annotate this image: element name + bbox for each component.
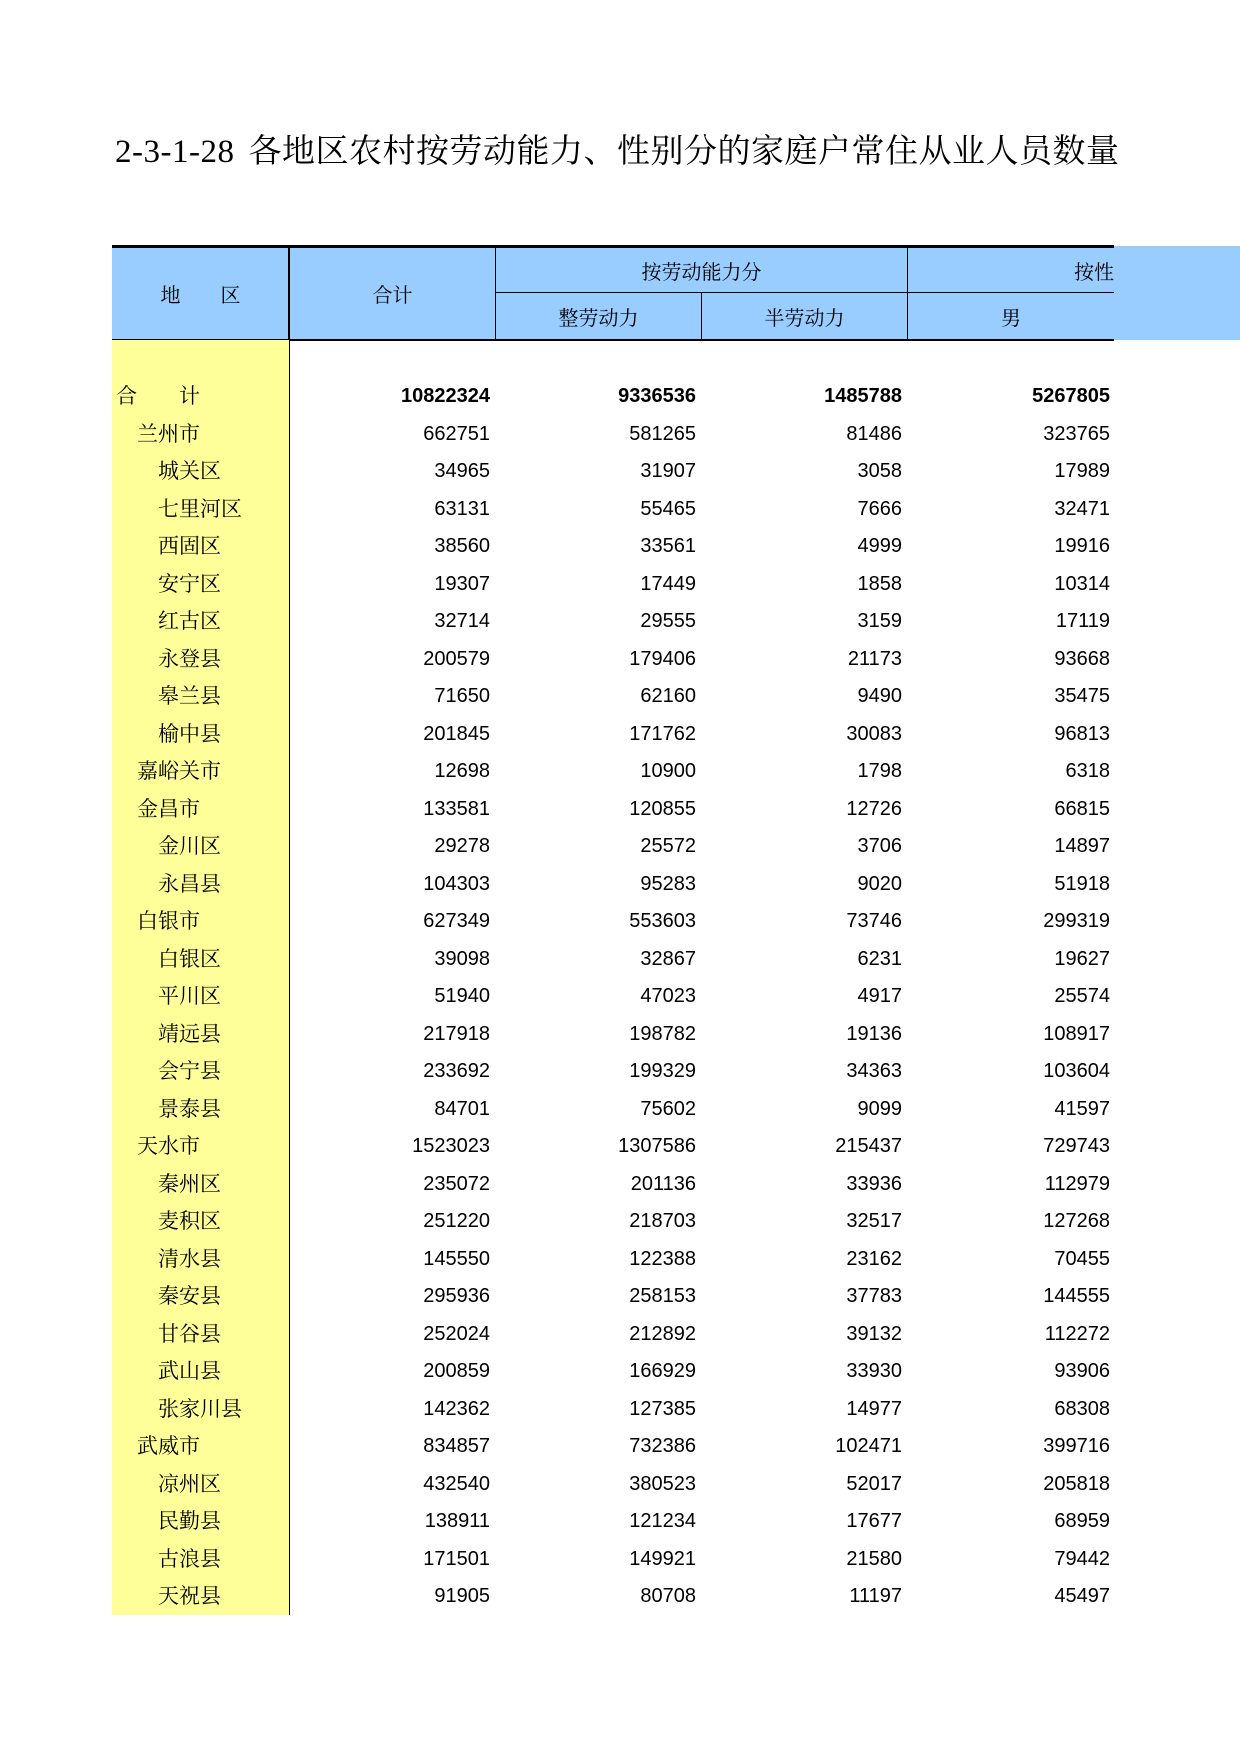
region-name: 天水市 xyxy=(137,1134,200,1158)
region-name: 武威市 xyxy=(137,1434,200,1458)
half-labor-cell: 12726 xyxy=(846,797,902,820)
half-labor-cell: 4917 xyxy=(857,985,902,1007)
half-labor-cell: 33930 xyxy=(846,1360,902,1382)
full-labor-cell: 732386 xyxy=(629,1435,696,1457)
table-row xyxy=(112,603,1114,640)
full-labor-cell: 149921 xyxy=(629,1547,696,1570)
male-cell: 19627 xyxy=(1054,947,1110,970)
male-cell: 45497 xyxy=(1054,1585,1110,1607)
full-labor-cell: 198782 xyxy=(629,1022,696,1045)
full-labor-cell: 553603 xyxy=(629,910,696,932)
full-labor-cell: 127385 xyxy=(629,1397,696,1420)
region-name: 红古区 xyxy=(158,609,221,633)
male-cell: 17119 xyxy=(1055,610,1110,632)
full-labor-cell: 62160 xyxy=(640,685,696,707)
half-labor-cell: 7666 xyxy=(857,497,902,520)
table-row xyxy=(112,1053,1114,1090)
region-name: 甘谷县 xyxy=(158,1321,221,1346)
half-labor-cell: 4999 xyxy=(857,535,902,557)
male-cell: 299319 xyxy=(1043,910,1110,932)
header-male: 男 xyxy=(1001,307,1021,330)
full-labor-cell: 122388 xyxy=(629,1247,696,1270)
full-labor-cell: 120855 xyxy=(629,797,696,820)
half-labor-cell: 14977 xyxy=(846,1397,902,1420)
table-row xyxy=(112,941,1114,978)
half-labor-cell: 1485788 xyxy=(824,385,902,407)
half-labor-cell: 102471 xyxy=(835,1435,902,1457)
male-cell: 51918 xyxy=(1054,872,1110,895)
male-cell: 6318 xyxy=(1065,760,1110,782)
total-cell: 38560 xyxy=(434,535,490,557)
half-labor-cell: 32517 xyxy=(846,1210,902,1232)
region-name: 七里河区 xyxy=(158,496,242,521)
total-cell: 200579 xyxy=(423,647,490,670)
total-cell: 145550 xyxy=(423,1247,490,1270)
total-cell: 133581 xyxy=(423,797,490,820)
full-labor-cell: 32867 xyxy=(640,947,696,970)
male-cell: 68959 xyxy=(1054,1510,1110,1532)
total-cell: 63131 xyxy=(434,497,490,520)
region-name: 白银市 xyxy=(137,909,200,933)
region-name: 白银区 xyxy=(158,946,221,971)
header-half-labor: 半劳动力 xyxy=(764,307,845,330)
half-labor-cell: 52017 xyxy=(846,1472,902,1495)
table-row xyxy=(112,1016,1114,1053)
half-labor-cell: 3058 xyxy=(857,460,902,482)
total-cell: 200859 xyxy=(423,1360,490,1382)
total-cell: 252024 xyxy=(423,1322,490,1345)
region-name: 安宁区 xyxy=(158,571,221,596)
full-labor-cell: 218703 xyxy=(629,1210,696,1232)
half-labor-cell: 9490 xyxy=(857,685,902,707)
full-labor-cell: 17449 xyxy=(640,572,696,595)
full-labor-cell: 95283 xyxy=(640,872,696,895)
region-name: 民勤县 xyxy=(158,1509,221,1533)
total-cell: 34965 xyxy=(434,460,490,482)
male-cell: 112272 xyxy=(1044,1322,1110,1345)
full-labor-cell: 10900 xyxy=(640,760,696,782)
total-cell: 32714 xyxy=(434,610,490,632)
half-labor-cell: 17677 xyxy=(846,1510,902,1532)
region-name: 永昌县 xyxy=(158,871,221,896)
full-labor-cell: 55465 xyxy=(640,497,696,520)
male-cell: 25574 xyxy=(1054,985,1110,1007)
half-labor-cell: 9020 xyxy=(857,872,902,895)
total-cell: 217918 xyxy=(423,1022,490,1045)
table-row xyxy=(112,416,1114,453)
table-row xyxy=(112,753,1114,790)
male-cell: 70455 xyxy=(1054,1247,1110,1270)
full-labor-cell: 179406 xyxy=(629,647,696,670)
male-cell: 5267805 xyxy=(1032,385,1110,407)
total-cell: 627349 xyxy=(423,910,490,932)
half-labor-cell: 19136 xyxy=(846,1022,902,1045)
half-labor-cell: 3706 xyxy=(857,835,902,857)
total-cell: 251220 xyxy=(423,1210,490,1232)
half-labor-cell: 37783 xyxy=(846,1285,902,1307)
region-name: 平川区 xyxy=(158,984,221,1008)
male-cell: 10314 xyxy=(1054,572,1110,595)
table-row xyxy=(112,378,1114,415)
table-row xyxy=(112,1128,1114,1165)
male-cell: 79442 xyxy=(1054,1547,1110,1570)
table-row xyxy=(112,866,1114,903)
full-labor-cell: 166929 xyxy=(629,1360,696,1382)
half-labor-cell: 23162 xyxy=(846,1247,902,1270)
male-cell: 35475 xyxy=(1054,685,1110,707)
region-name: 靖远县 xyxy=(158,1021,221,1046)
male-cell: 32471 xyxy=(1054,497,1110,520)
table-row xyxy=(112,491,1114,528)
region-name: 清水县 xyxy=(158,1246,221,1271)
full-labor-cell: 121234 xyxy=(629,1510,696,1532)
total-cell: 10822324 xyxy=(401,385,490,407)
half-labor-cell: 39132 xyxy=(846,1322,902,1345)
header-full-labor: 整劳动力 xyxy=(558,307,639,330)
table-row xyxy=(112,828,1114,865)
total-cell: 834857 xyxy=(423,1435,490,1457)
table-row xyxy=(112,1241,1114,1278)
table-row xyxy=(112,1428,1114,1465)
table-row xyxy=(112,1578,1114,1615)
male-cell: 144555 xyxy=(1043,1285,1110,1307)
region-name: 皋兰县 xyxy=(158,684,221,708)
region-name: 张家川县 xyxy=(158,1396,242,1421)
male-cell: 68308 xyxy=(1054,1397,1110,1420)
total-cell: 662751 xyxy=(423,422,490,445)
total-cell: 84701 xyxy=(434,1097,490,1120)
header-by-sex: 按性 xyxy=(1074,261,1114,284)
table-row xyxy=(112,641,1114,678)
half-labor-cell: 3159 xyxy=(857,610,902,632)
total-cell: 29278 xyxy=(434,835,490,857)
table-row xyxy=(112,453,1114,490)
total-cell: 19307 xyxy=(434,572,490,595)
full-labor-cell: 47023 xyxy=(640,985,696,1007)
table-row xyxy=(112,1466,1114,1503)
table-row xyxy=(112,1353,1114,1390)
region-name: 合 计 xyxy=(116,384,200,408)
table-row xyxy=(112,1391,1114,1428)
total-cell: 295936 xyxy=(423,1285,490,1307)
full-labor-cell: 80708 xyxy=(640,1585,696,1607)
total-cell: 138911 xyxy=(424,1510,490,1532)
region-name: 西固区 xyxy=(158,534,221,558)
total-cell: 39098 xyxy=(434,947,490,970)
male-cell: 103604 xyxy=(1043,1060,1110,1082)
male-cell: 108917 xyxy=(1043,1022,1110,1045)
total-cell: 104303 xyxy=(423,872,490,895)
region-name: 嘉峪关市 xyxy=(137,759,221,783)
full-labor-cell: 201136 xyxy=(630,1172,696,1195)
header-total: 合计 xyxy=(372,284,413,307)
table-row xyxy=(112,528,1114,565)
total-cell: 201845 xyxy=(423,722,490,745)
region-name: 城关区 xyxy=(158,459,221,483)
total-cell: 235072 xyxy=(423,1172,490,1195)
region-name: 秦安县 xyxy=(158,1284,221,1308)
table-title-text: 各地区农村按劳动能力、性别分的家庭户常住从业人员数量 xyxy=(248,134,1120,170)
full-labor-cell: 9336536 xyxy=(618,385,696,407)
half-labor-cell: 1858 xyxy=(857,572,902,595)
full-labor-cell: 33561 xyxy=(640,535,696,557)
half-labor-cell: 9099 xyxy=(857,1097,902,1120)
table-row xyxy=(112,716,1114,753)
full-labor-cell: 75602 xyxy=(640,1097,696,1120)
male-cell: 93668 xyxy=(1054,647,1110,670)
male-cell: 729743 xyxy=(1043,1135,1110,1157)
region-name: 景泰县 xyxy=(158,1096,221,1121)
full-labor-cell: 212892 xyxy=(629,1322,696,1345)
table-row xyxy=(112,903,1114,940)
region-name: 榆中县 xyxy=(158,721,221,746)
region-name: 凉州区 xyxy=(158,1471,221,1496)
total-cell: 51940 xyxy=(434,985,490,1007)
total-cell: 71650 xyxy=(434,685,490,707)
male-cell: 399716 xyxy=(1043,1435,1110,1457)
half-labor-cell: 1798 xyxy=(857,760,902,782)
region-name: 秦州区 xyxy=(158,1171,221,1196)
male-cell: 41597 xyxy=(1054,1097,1110,1120)
total-cell: 12698 xyxy=(434,760,490,782)
region-name: 会宁县 xyxy=(158,1059,221,1083)
half-labor-cell: 33936 xyxy=(846,1172,902,1195)
total-cell: 142362 xyxy=(423,1397,490,1420)
male-cell: 14897 xyxy=(1054,835,1110,857)
male-cell: 323765 xyxy=(1043,422,1110,445)
page-title xyxy=(115,125,1119,172)
table-code: 2-3-1-28 xyxy=(115,134,235,170)
male-cell: 17989 xyxy=(1054,460,1110,482)
male-cell: 93906 xyxy=(1054,1360,1110,1382)
table-row xyxy=(112,1316,1114,1353)
male-cell: 112979 xyxy=(1044,1172,1110,1195)
male-cell: 127268 xyxy=(1043,1210,1110,1232)
male-cell: 96813 xyxy=(1054,722,1110,745)
half-labor-cell: 21580 xyxy=(846,1547,902,1570)
table-row xyxy=(112,566,1114,603)
table-row xyxy=(112,978,1114,1015)
full-labor-cell: 258153 xyxy=(629,1285,696,1307)
half-labor-cell: 73746 xyxy=(846,910,902,932)
half-labor-cell: 21173 xyxy=(847,647,902,670)
full-labor-cell: 581265 xyxy=(629,422,696,445)
header-by-ability: 按劳动能力分 xyxy=(641,261,762,284)
region-name: 永登县 xyxy=(158,646,221,671)
half-labor-cell: 34363 xyxy=(846,1060,902,1082)
full-labor-cell: 25572 xyxy=(640,835,696,857)
male-cell: 66815 xyxy=(1054,797,1110,820)
full-labor-cell: 380523 xyxy=(629,1472,696,1495)
region-name: 兰州市 xyxy=(137,421,200,446)
total-cell: 91905 xyxy=(434,1585,490,1607)
total-cell: 432540 xyxy=(423,1472,490,1495)
full-labor-cell: 1307586 xyxy=(618,1135,696,1157)
table-row xyxy=(112,791,1114,828)
region-name: 古浪县 xyxy=(158,1546,221,1571)
half-labor-cell: 11197 xyxy=(849,1585,902,1607)
total-cell: 171501 xyxy=(423,1547,490,1570)
half-labor-cell: 30083 xyxy=(846,722,902,745)
half-labor-cell: 6231 xyxy=(857,947,902,970)
full-labor-cell: 199329 xyxy=(629,1060,696,1082)
table-row xyxy=(112,1166,1114,1203)
table-row xyxy=(112,678,1114,715)
male-cell: 205818 xyxy=(1043,1472,1110,1495)
region-name: 金川区 xyxy=(158,834,221,858)
full-labor-cell: 31907 xyxy=(640,460,696,482)
region-name: 武山县 xyxy=(158,1359,221,1383)
table-row xyxy=(112,1278,1114,1315)
region-name: 金昌市 xyxy=(137,796,200,821)
header-region: 地 区 xyxy=(160,284,241,307)
half-labor-cell: 81486 xyxy=(846,422,902,445)
male-cell: 19916 xyxy=(1054,535,1110,557)
region-name: 麦积区 xyxy=(158,1209,221,1233)
full-labor-cell: 171762 xyxy=(629,722,696,745)
table-row xyxy=(112,1203,1114,1240)
total-cell: 1523023 xyxy=(412,1135,490,1157)
half-labor-cell: 215437 xyxy=(835,1135,902,1157)
table-row xyxy=(112,1503,1114,1540)
table-row xyxy=(112,1091,1114,1128)
full-labor-cell: 29555 xyxy=(640,610,696,632)
total-cell: 233692 xyxy=(423,1060,490,1082)
region-name: 天祝县 xyxy=(158,1584,221,1608)
table-row xyxy=(112,1541,1114,1578)
